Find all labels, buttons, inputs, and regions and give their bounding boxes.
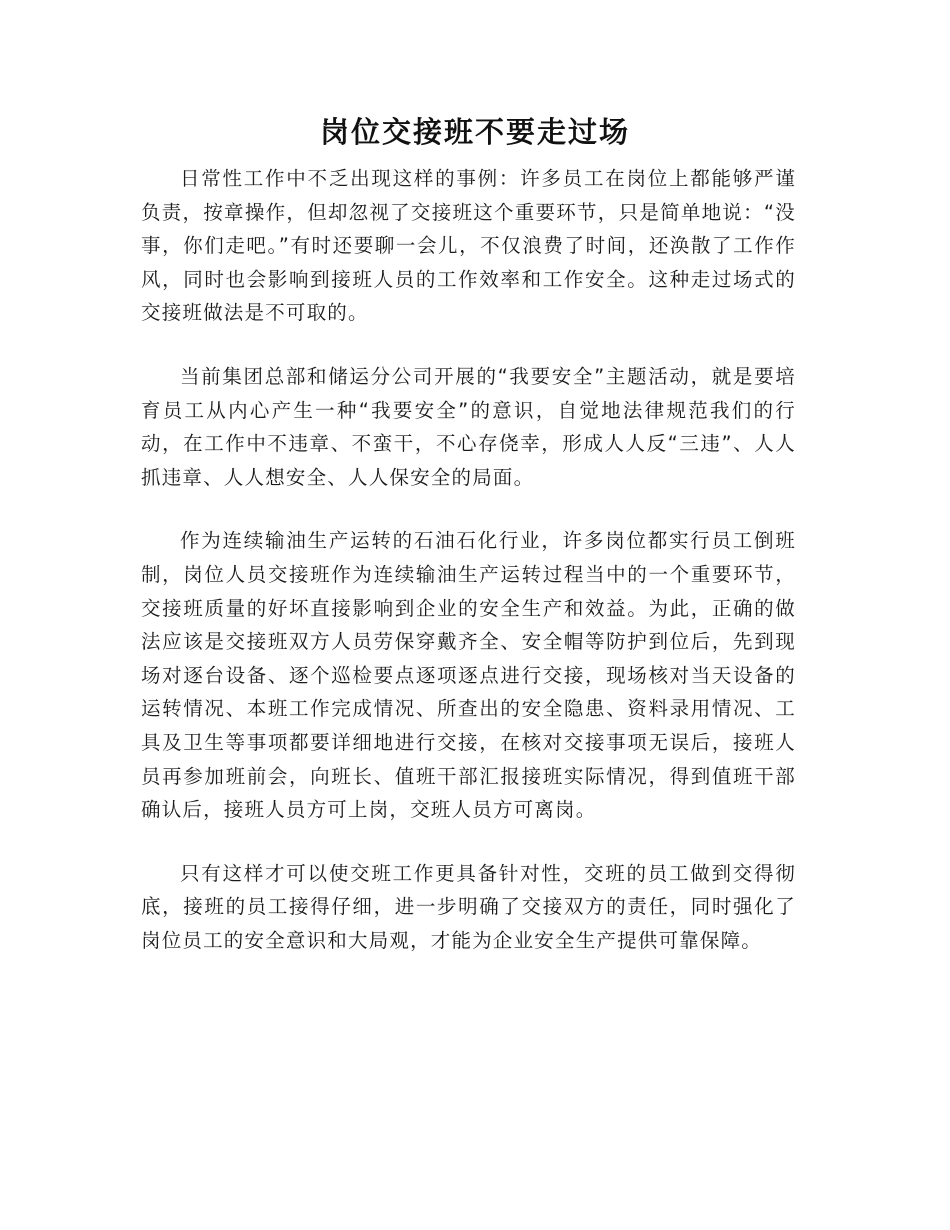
document-title: 岗位交接班不要走过场 bbox=[319, 115, 630, 149]
document-body bbox=[141, 162, 796, 987]
paragraph-2: 当前集团总部和储运分公司开展的“我要安全”主题活动，就是要培育员工从内心产生一种“我要安全”的意识，自觉地法律规范我们的行动，在工作中不违章、不蛮干，不心存侥幸，形成人人反“三违”、人人抓违章、人人想安全、人人保安全的局面。 bbox=[141, 364, 796, 489]
paragraph-3: 作为连续输油生产运转的石油石化行业，许多岗位都实行员工倒班制，岗位人员交接班作为连续输油生产运转过程当中的一个重要环节，交接班质量的好坏直接影响到企业的安全生产和效益。为此，正确的做法应该是交接班双方人员劳保穿戴齐全、安全帽等防护到位后，先到现场对逐台设备、逐个巡检要点逐项逐点进行交接，现场核对当天设备的运转情况、本班工作完成情况、所查出的安全隐患、资料录用情况、工具及卫生等事项都要详细地进行交接，在核对交接事项无误后，接班人员再参加班前会，向班长、值班干部汇报接班实际情况，得到值班干部确认后，接班人员方可上岗，交班人员方可离岗。 bbox=[141, 529, 796, 822]
paragraph-1: 日常性工作中不乏出现这样的事例：许多员工在岗位上都能够严谨负责，按章操作，但却忽视了交接班这个重要环节，只是简单地说：“没事，你们走吧。”有时还要聊一会儿，不仅浪费了时间，还涣散了工作作风，同时也会影响到接班人员的工作效率和工作安全。这种走过场式的交接班做法是不可取的。 bbox=[141, 167, 796, 325]
paragraph-4: 只有这样才可以使交班工作更具备针对性，交班的员工做到交得彻底，接班的员工接得仔细，进一步明确了交接双方的责任，同时强化了岗位员工的安全意识和大局观，才能为企业安全生产提供可靠保障。 bbox=[141, 861, 796, 952]
